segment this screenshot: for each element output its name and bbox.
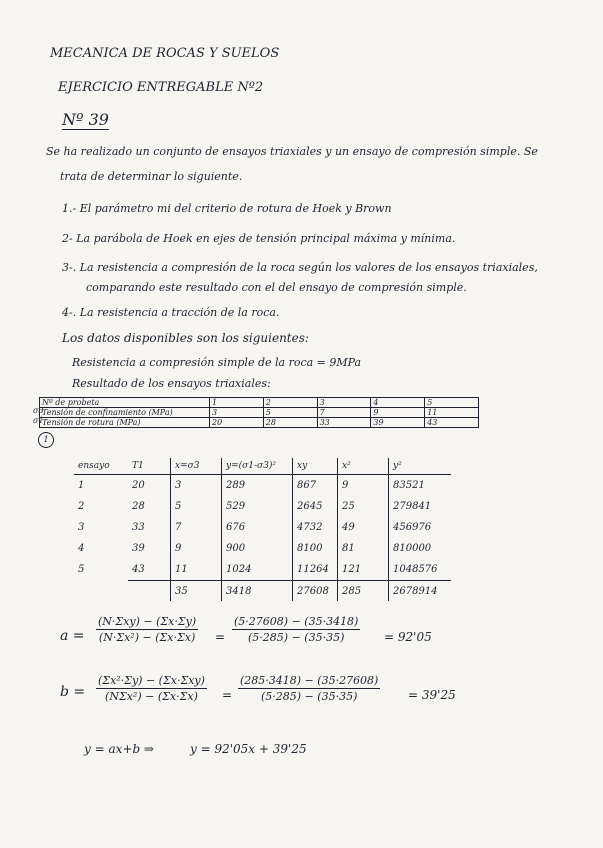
mini-cell: 5 [263, 408, 317, 418]
col-header: y=(σ1-σ3)² [222, 458, 293, 475]
cell: 1024 [222, 559, 293, 581]
mini-cell: Tensión de confinamiento (MPa) [40, 408, 210, 418]
cell: 2645 [293, 496, 338, 517]
cell: 529 [222, 496, 293, 517]
cell: 83521 [389, 475, 452, 497]
cell [128, 581, 171, 602]
data-intro-1: Los datos disponibles son los siguientes: [62, 331, 309, 345]
table-row [74, 496, 451, 517]
sigma1-tag: σ1 [33, 416, 44, 425]
subject-title: MECANICA DE ROCAS Y SUELOS [50, 46, 280, 61]
formula-b-result: = 39'25 [408, 688, 456, 702]
sum-cell: 3418 [222, 581, 293, 602]
cell: 49 [338, 517, 389, 538]
formula-a-numerator-values: (5·27608) − (35·3418) [234, 615, 359, 628]
mini-cell: 28 [263, 418, 317, 428]
mini-cell: Nº de probeta [40, 398, 210, 408]
sum-cell: 2678914 [389, 581, 452, 602]
mini-cell: 11 [425, 408, 479, 418]
cell: 11264 [293, 559, 338, 581]
formula-b-denominator: (NΣx²) − (Σx·Σx) [105, 690, 198, 703]
cell: 289 [222, 475, 293, 497]
formula-b-numeric [238, 673, 380, 704]
formula-b-equals: = [222, 688, 233, 702]
col-header: x² [338, 458, 389, 475]
cell: 900 [222, 538, 293, 559]
formula-a-symbolic [96, 614, 198, 645]
triaxial-results-table [39, 397, 479, 428]
cell: 9 [338, 475, 389, 497]
mini-cell: Tensión de rotura (MPa) [40, 418, 210, 428]
cell: 11 [171, 559, 222, 581]
mini-cell: 33 [317, 418, 371, 428]
formula-b-lhs: b = [60, 684, 86, 700]
formula-b-denominator-values: (5·285) − (35·35) [261, 690, 358, 703]
task-1: 1.- El parámetro mi del criterio de rotura de Hoek y Brown [62, 202, 392, 215]
formula-a-lhs: a = [60, 628, 85, 644]
mini-cell: 39 [371, 418, 425, 428]
col-header: x=σ3 [171, 458, 222, 475]
formula-a-equals: = [215, 630, 226, 644]
section-circle-marker: 1 [38, 432, 54, 448]
mini-cell: 5 [425, 398, 479, 408]
col-header: xy [293, 458, 338, 475]
exercise-number: Nº 39 [62, 110, 109, 129]
task-3-cont: comparando este resultado con el del ensayo de compresión simple. [86, 281, 467, 294]
cell: 279841 [389, 496, 452, 517]
mini-cell: 1 [210, 398, 264, 408]
cell: 28 [132, 501, 145, 512]
final-equation-left: y = ax+b ⇒ [84, 742, 154, 756]
final-equation-right: y = 92'05x + 39'25 [190, 742, 307, 756]
cell [74, 581, 128, 602]
formula-b-numerator-values: (285·3418) − (35·27608) [240, 674, 379, 687]
table-row [74, 517, 451, 538]
cell: 121 [338, 559, 389, 581]
table-row [74, 538, 451, 559]
cell: 4 [78, 543, 85, 554]
task-3: 3-. La resistencia a compresión de la roca según los valores de los ensayos triaxiales, [62, 261, 538, 274]
col-header: ensayo [74, 458, 128, 475]
intro-line-1: Se ha realizado un conjunto de ensayos triaxiales y un ensayo de compresión simple. Se [46, 145, 538, 158]
regression-header-row [74, 458, 451, 475]
mini-row-rotura [40, 418, 479, 428]
formula-a-numerator: (N·Σxy) − (Σx·Σy) [98, 615, 197, 628]
data-intro-2: Resistencia a compresión simple de la roca = 9MPa [72, 356, 362, 369]
formula-a-numeric [232, 614, 360, 645]
sum-cell: 35 [171, 581, 222, 602]
cell: 8100 [293, 538, 338, 559]
col-header: y² [389, 458, 452, 475]
mini-cell: 9 [371, 408, 425, 418]
task-2: 2- La parábola de Hoek en ejes de tensión principal máxima y mínima. [62, 232, 456, 245]
data-intro-3: Resultado de los ensayos triaxiales: [72, 377, 271, 390]
cell: 9 [171, 538, 222, 559]
cell: 1 [78, 480, 85, 491]
col-header: T1 [128, 458, 171, 475]
mini-cell: 7 [317, 408, 371, 418]
assignment-title: EJERCICIO ENTREGABLE Nº2 [58, 80, 264, 95]
formula-b-symbolic [96, 673, 207, 704]
cell: 20 [132, 480, 145, 491]
cell: 456976 [389, 517, 452, 538]
formula-a-denominator: (N·Σx²) − (Σx·Σx) [98, 631, 196, 644]
cell: 33 [132, 522, 145, 533]
cell: 3 [171, 475, 222, 497]
mini-row-probeta [40, 398, 479, 408]
formula-a-denominator-values: (5·285) − (35·35) [248, 631, 345, 644]
cell: 676 [222, 517, 293, 538]
cell: 867 [293, 475, 338, 497]
mini-cell: 4 [371, 398, 425, 408]
sigma3-tag: σ3 [33, 406, 44, 415]
mini-row-confinamiento [40, 408, 479, 418]
task-4: 4-. La resistencia a tracción de la roca. [62, 306, 280, 319]
cell: 5 [171, 496, 222, 517]
cell: 810000 [389, 538, 452, 559]
cell: 39 [132, 543, 145, 554]
mini-cell: 43 [425, 418, 479, 428]
intro-line-2: trata de determinar lo siguiente. [60, 170, 243, 183]
sum-cell: 285 [338, 581, 389, 602]
formula-a-result: = 92'05 [384, 630, 432, 644]
cell: 7 [171, 517, 222, 538]
formula-b-numerator: (Σx²·Σy) − (Σx·Σxy) [98, 674, 205, 687]
mini-cell: 2 [263, 398, 317, 408]
cell: 25 [338, 496, 389, 517]
mini-cell: 20 [210, 418, 264, 428]
table-row [74, 559, 451, 581]
sum-row [74, 581, 451, 602]
mini-cell: 3 [210, 408, 264, 418]
regression-table [74, 458, 451, 601]
cell: 5 [78, 564, 85, 576]
cell: 1048576 [389, 559, 452, 581]
cell: 81 [338, 538, 389, 559]
table-row [74, 475, 451, 497]
cell: 2 [78, 501, 85, 512]
mini-cell: 3 [317, 398, 371, 408]
cell: 3 [78, 522, 85, 533]
sum-cell: 27608 [293, 581, 338, 602]
cell: 4732 [293, 517, 338, 538]
cell: 43 [132, 564, 145, 575]
